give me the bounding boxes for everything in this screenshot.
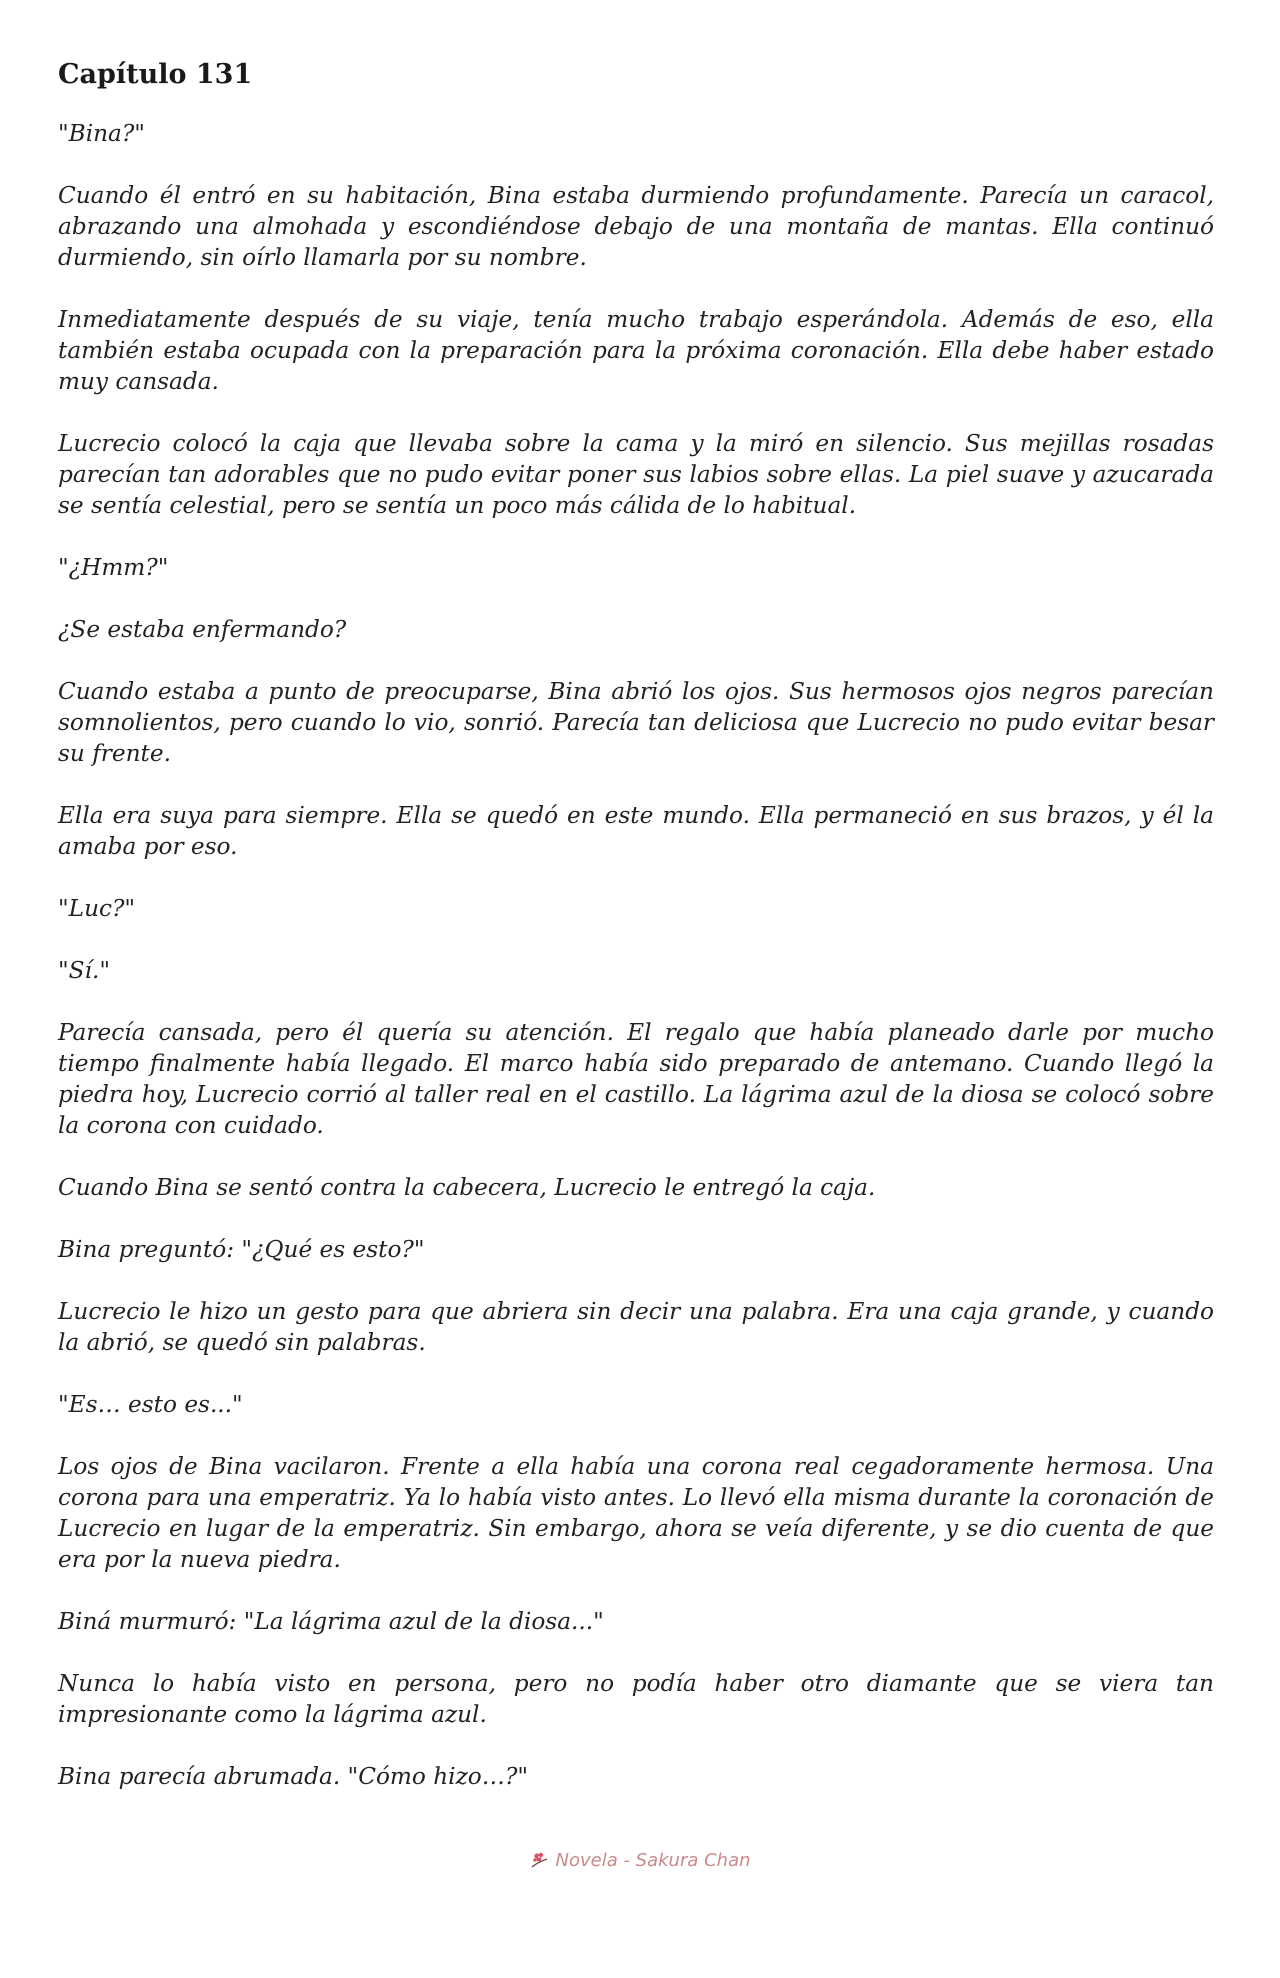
paragraph: Biná murmuró: "La lágrima azul de la diosa..." [58, 1608, 604, 1635]
watermark-text: Novela - Sakura Chan [555, 1850, 751, 1871]
paragraph: Lucrecio colocó la caja que llevaba sobre la cama y la miró en silencio. Sus mejillas rosadas parecían tan adorables que no pudo evitar poner sus labios sobre ellas. La piel suave y azucarada se sentía celestial, pero se sentía un poco más cálida de lo habitual. [58, 430, 1214, 519]
sakura-blossom-icon [529, 1850, 555, 1871]
paragraph: Ella era suya para siempre. Ella se quedó en este mundo. Ella permaneció en sus brazos, y él la amaba por eso. [58, 802, 1214, 860]
paragraph: Inmediatamente después de su viaje, tenía mucho trabajo esperándola. Además de eso, ella también estaba ocupada con la preparación para la próxima coronación. Ella debe haber estado muy cansada. [58, 306, 1214, 395]
paragraph: Lucrecio le hizo un gesto para que abriera sin decir una palabra. Era una caja grande, y cuando la abrió, se quedó sin palabras. [58, 1298, 1214, 1356]
paragraph: Bina preguntó: "¿Qué es esto?" [58, 1236, 425, 1263]
paragraph: Los ojos de Bina vacilaron. Frente a ella había una corona real cegadoramente hermosa. Una corona para una emperatriz. Ya lo había visto antes. Lo llevó ella misma durante la coronación de Lucrecio en lugar de la emperatriz. Sin embargo, ahora se veía diferente, y se dio cuenta de que era por la nueva piedra. [58, 1453, 1214, 1573]
paragraph: Nunca lo había visto en persona, pero no podía haber otro diamante que se viera tan impresionante como la lágrima azul. [58, 1670, 1214, 1728]
paragraph: Cuando él entró en su habitación, Bina estaba durmiendo profundamente. Parecía un caracol, abrazando una almohada y escondiéndose debajo de una montaña de mantas. Ella continuó durmiendo, sin oírlo llamarla por su nombre. [58, 182, 1214, 271]
paragraph: Cuando Bina se sentó contra la cabecera, Lucrecio le entregó la caja. [58, 1174, 876, 1201]
watermark [0, 1850, 1280, 1871]
chapter-page [58, 52, 1214, 1823]
paragraph: "¿Hmm?" [58, 554, 169, 581]
paragraph: Bina parecía abrumada. "Cómo hizo…?" [58, 1763, 529, 1790]
paragraph: ¿Se estaba enfermando? [58, 616, 347, 643]
paragraph: Cuando estaba a punto de preocuparse, Bina abrió los ojos. Sus hermosos ojos negros parecían somnolientos, pero cuando lo vio, sonrió. Parecía tan deliciosa que Lucrecio no pudo evitar besar su frente. [58, 678, 1214, 767]
paragraph: "Es… esto es..." [58, 1391, 243, 1418]
chapter-title: Capítulo 131 [58, 59, 253, 90]
paragraph: "Sí." [58, 957, 111, 984]
paragraph: Parecía cansada, pero él quería su atención. El regalo que había planeado darle por mucho tiempo finalmente había llegado. El marco había sido preparado de antemano. Cuando llegó la piedra hoy, Lucrecio corrió al taller real en el castillo. La lágrima azul de la diosa se colocó sobre la corona con cuidado. [58, 1019, 1214, 1139]
paragraph: "Luc?" [58, 895, 136, 922]
paragraph: "Bina?" [58, 120, 145, 147]
